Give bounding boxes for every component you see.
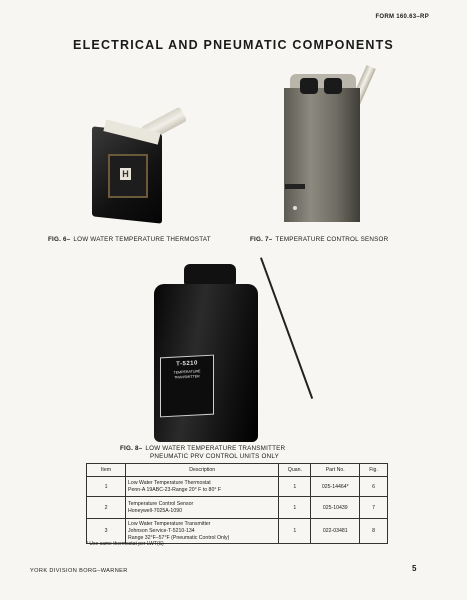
row-description (126, 477, 279, 497)
table-header-row (87, 464, 388, 477)
thermostat-photo (82, 110, 202, 220)
honeywell-logo: H (120, 168, 131, 180)
nameplate-title: TEMPERATURE TRANSMITTER (173, 369, 201, 380)
row-description (126, 519, 279, 544)
sensor-dial (285, 184, 305, 189)
fig7-number: FIG. 7– (250, 236, 273, 243)
table-row (87, 477, 388, 497)
header-fig: Fig. (360, 464, 388, 477)
fig8-caption-line1: LOW WATER TEMPERATURE TRANSMITTER (145, 445, 286, 452)
row-quantity: 1 (279, 519, 311, 544)
fig8-number: FIG. 8– (120, 445, 143, 452)
sensor-housing (284, 88, 360, 222)
footer-division: YORK DIVISION BORG–WARNER (30, 568, 128, 574)
description-line: Penn-A 19ABC-23-Range 20° F to 80° F (128, 486, 222, 493)
transmitter-nameplate (160, 355, 214, 418)
transmitter-photo (140, 256, 340, 446)
row-item: 3 (87, 519, 126, 544)
description-line: Johnson Service-T-5210-134 (128, 527, 195, 534)
description-line: Low Water Temperature Thermostat (128, 479, 211, 486)
page-title: ELECTRICAL AND PNEUMATIC COMPONENTS (73, 38, 394, 52)
fig7-caption-text: TEMPERATURE CONTROL SENSOR (275, 236, 389, 243)
description-line: Range 32°F–57°F (Pneumatic Control Only) (128, 534, 230, 541)
row-part-no: 025-10439 (311, 497, 360, 519)
row-part-no: 025-14464* (311, 477, 360, 497)
row-item: 2 (87, 497, 126, 519)
fig6-caption-text: LOW WATER TEMPERATURE THERMOSTAT (73, 236, 211, 243)
header-part-no: Part No. (311, 464, 360, 477)
row-quantity: 1 (279, 497, 311, 519)
row-quantity: 1 (279, 477, 311, 497)
row-fig: 7 (360, 497, 388, 519)
row-part-no: 022-03481 (311, 519, 360, 544)
fig8-caption (120, 445, 285, 461)
form-number: FORM 160.63–RP (375, 14, 429, 20)
page-number: 5 (412, 564, 417, 573)
row-item: 1 (87, 477, 126, 497)
row-fig: 8 (360, 519, 388, 544)
header-quantity: Quan. (279, 464, 311, 477)
components-table (86, 463, 388, 544)
table-footnote: * Use same thermostat per LWT(S) (86, 541, 164, 547)
nameplate-model: T-5210 (176, 360, 198, 368)
description-line: Honeywell-7025A-1090 (128, 507, 182, 514)
row-fig: 6 (360, 477, 388, 497)
table-row (87, 497, 388, 519)
sensor-photo (262, 60, 392, 222)
fig7-caption (250, 236, 388, 243)
sensor-screw (293, 206, 297, 210)
description-line: Low Water Temperature Transmitter (128, 520, 211, 527)
header-description: Description (126, 464, 279, 477)
fig8-caption-line2: PNEUMATIC PRV CONTROL UNITS ONLY (150, 453, 279, 460)
table-row (87, 519, 388, 544)
description-line: Temperature Control Sensor (128, 500, 194, 507)
row-description (126, 497, 279, 519)
sensor-knob-right (324, 78, 342, 94)
fig6-caption (48, 236, 211, 243)
fig6-number: FIG. 6– (48, 236, 71, 243)
sensor-knob-left (300, 78, 318, 94)
transmitter-capillary (260, 257, 313, 399)
header-item: Item (87, 464, 126, 477)
